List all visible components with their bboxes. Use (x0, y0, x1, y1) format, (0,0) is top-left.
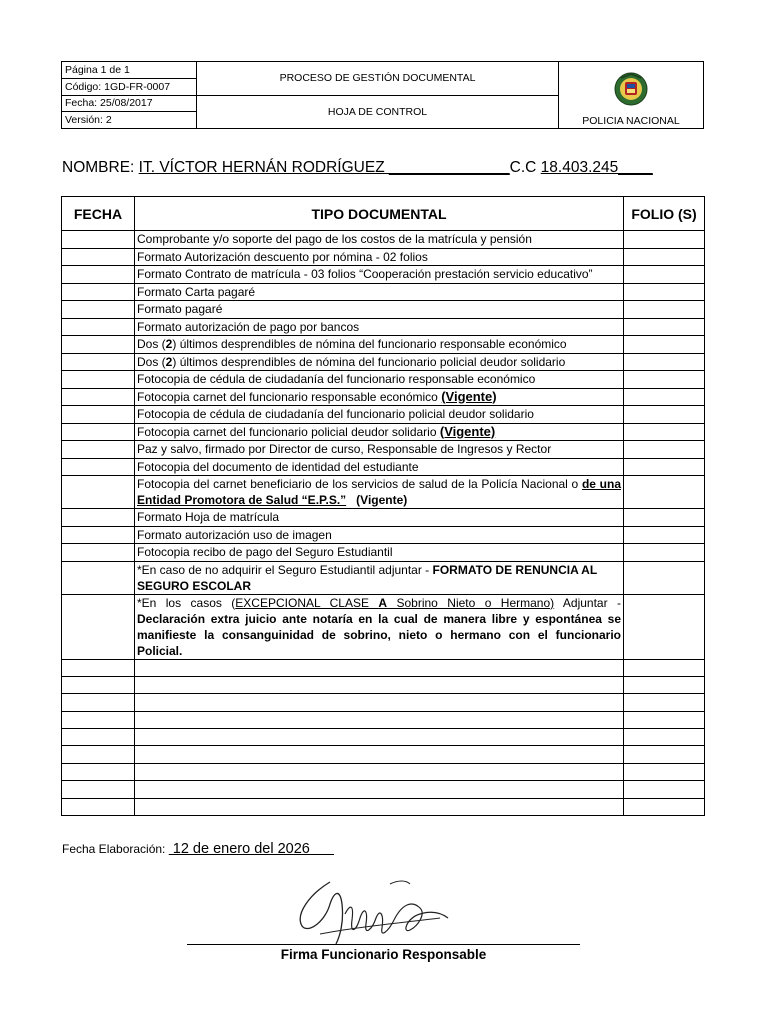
table-row: Formato pagaré (62, 301, 705, 319)
process-title: PROCESO DE GESTIÓN DOCUMENTAL (197, 62, 559, 96)
header-table (61, 61, 704, 129)
logo-cell (559, 62, 704, 129)
table-row (62, 729, 705, 746)
table-row: Fotocopia carnet del funcionario policial deudor solidario (Vigente) (62, 423, 705, 441)
table-row: Fotocopia recibo de pago del Seguro Estudiantil (62, 544, 705, 562)
table-row: Fotocopia del documento de identidad del estudiante (62, 458, 705, 476)
table-row: Fotocopia carnet del funcionario responsable económico (Vigente) (62, 388, 705, 406)
table-row (62, 694, 705, 711)
signature-image (290, 874, 460, 954)
col-header-fecha: FECHA (62, 197, 135, 231)
cc-label: C.C (509, 159, 541, 176)
table-row (62, 763, 705, 780)
table-row: Formato Hoja de matrícula (62, 509, 705, 527)
page-number: Página 1 de 1 (62, 62, 197, 79)
name-value: IT. VÍCTOR HERNÁN RODRÍGUEZ ______________ (138, 159, 510, 176)
name-line (62, 159, 704, 177)
name-label: NOMBRE: (62, 159, 139, 176)
cc-value: 18.403.245____ (540, 159, 653, 176)
table-row: Formato autorización uso de imagen (62, 526, 705, 544)
table-row: Fotocopia de cédula de ciudadanía del funcionario policial deudor solidario (62, 406, 705, 424)
table-row: Dos (2) últimos desprendibles de nómina del funcionario responsable económico (62, 336, 705, 354)
table-row: Formato Autorización descuento por nómina - 02 folios (62, 248, 705, 266)
fecha-elaboracion (62, 841, 334, 857)
document-table (61, 196, 705, 816)
table-row: Formato Contrato de matrícula - 03 folios “Cooperación prestación servicio educativo” (62, 266, 705, 284)
signature-label: Firma Funcionario Responsable (280, 947, 487, 962)
col-header-tipo: TIPO DOCUMENTAL (135, 197, 624, 231)
table-row: Fotocopia de cédula de ciudadanía del funcionario responsable económico (62, 371, 705, 389)
table-row (62, 676, 705, 693)
form-date: Fecha: 25/08/2017 (62, 95, 197, 112)
form-version: Versión: 2 (62, 112, 197, 129)
table-row: Fotocopia del carnet beneficiario de los servicios de salud de la Policía Nacional o de una Entidad Promotora de Salud “E.P.S.” (Vigente) (62, 476, 705, 509)
org-name: POLICIA NACIONAL (582, 115, 680, 127)
document-title: HOJA DE CONTROL (197, 95, 559, 129)
table-row: Paz y salvo, firmado por Director de curso, Responsable de Ingresos y Rector (62, 441, 705, 459)
col-header-folio: FOLIO (S) (624, 197, 705, 231)
table-row: Dos (2) últimos desprendibles de nómina del funcionario policial deudor solidario (62, 353, 705, 371)
fecha-value: 12 de enero del 2026 (168, 841, 334, 857)
table-row: Formato autorización de pago por bancos (62, 318, 705, 336)
fecha-label: Fecha Elaboración: (62, 842, 169, 856)
table-row (62, 746, 705, 763)
table-row (62, 659, 705, 676)
table-row: Formato Carta pagaré (62, 283, 705, 301)
table-row: Comprobante y/o soporte del pago de los costos de la matrícula y pensión (62, 231, 705, 249)
police-emblem-icon (613, 71, 649, 107)
signature-line (187, 944, 580, 945)
form-code: Código: 1GD-FR-0007 (62, 78, 197, 95)
table-row: *En los casos (EXCEPCIONAL CLASE A Sobrino Nieto o Hermano) Adjuntar - Declaración extra juicio ante notaría en la cual de manera libre y espontánea se manifieste la consanguinidad de sobrino, nieto o hermano con el funcionario Policial. (62, 594, 705, 659)
table-row (62, 781, 705, 798)
table-row (62, 798, 705, 815)
table-row (62, 711, 705, 728)
table-row: *En caso de no adquirir el Seguro Estudiantil adjuntar - FORMATO DE RENUNCIA AL SEGURO ESCOLAR (62, 561, 705, 594)
